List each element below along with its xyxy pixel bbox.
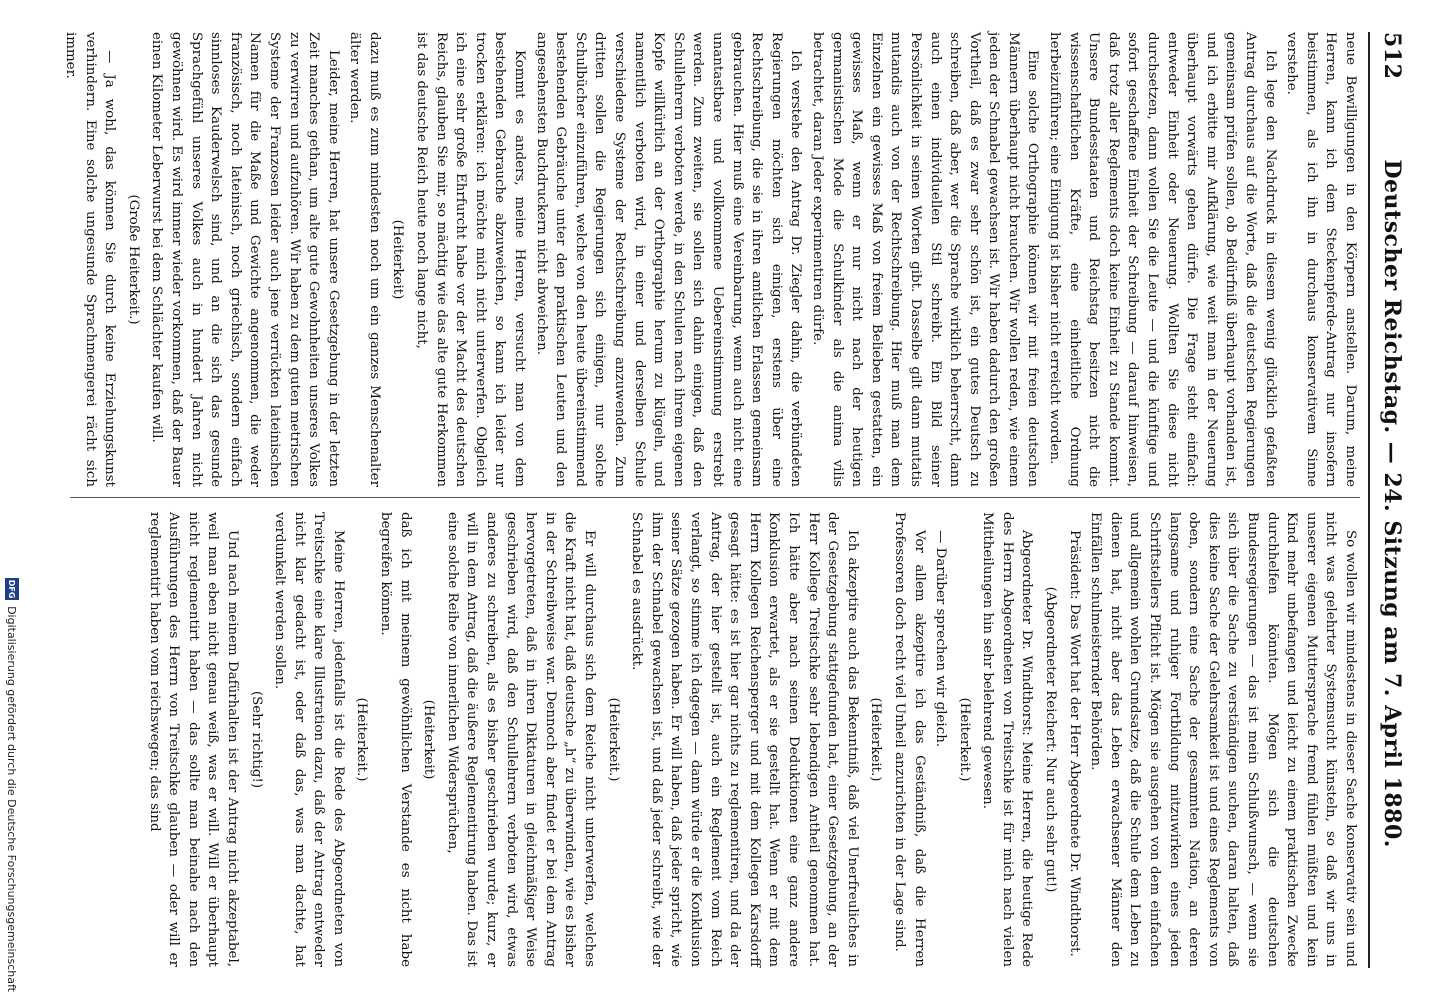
stage-direction: (Heiterkeit)	[390, 219, 406, 300]
stage-direction: (Heiterkeit.)	[354, 697, 370, 782]
stage-direction: (Heiterkeit.)	[605, 697, 621, 782]
footer	[0, 0, 24, 1000]
stage-direction: (Große Heiterkeit.)	[125, 194, 141, 325]
paragraph: So wollen wir mindestens in dieser Sache konservativ sein und nicht was gelehrter Systemsucht künsteln, so daß wir uns in unserer eigenen Muttersprache fremd fühlen müßten und kein Kind mehr unbefangen und leicht zu einem praktischen Zwecke durchhelfen könnten. Mögen sich die deutschen Bundesregierungen — das ist mein Schlußwunsch, — wenn sie sich über die Sache zu verständigen suchen, daran halten, daß dies keine Sache der Gelehrsamkeit ist und eines Reglements von oben, sondern eine Sache der gesammten Nation, an deren langsame und ruhiger Fortbildung mitzuwirken eines jeden Schriftstellers Pflicht ist. Mögen sie ausgehen von dem einfachen und allgemein wohlen Grundsatze, daß die Schule dem Leben zu dienen hat, nicht aber das Leben erwachsener Männer den Einfällen schulmeisternder Behörden.	[1088, 512, 1358, 967]
stage-direction: (Sehr richtig!)	[248, 690, 264, 789]
column-divider	[70, 497, 1360, 498]
stage-direction: (Heiterkeit)	[421, 699, 437, 780]
header-rule	[1368, 32, 1370, 968]
dfg-logo: DFG	[5, 578, 19, 600]
stage-direction: (Heiterkeit.)	[868, 697, 884, 782]
paragraph: Vor allem akzeptire ich das Geständniß, daß die Herren Professoren doch recht viel Unheil anzurichten in der Lage sind.	[891, 512, 927, 967]
paragraph: Präsident: Das Wort hat der Herr Abgeordnete Dr. Windthorst.	[1066, 530, 1082, 957]
paragraph: Kommt es anders, meine Herren, versucht man von dem bestehenden Gebrauche abzuweichen, so kann ich leider nur trocken erklären: ich möchte mich nicht unterwerfen. Obgleich ich eine sehr große Ehrfurcht habe vor der Macht des deutschen Reichs, glauben Sie mir, so mächtig wie das alte gute Herkommen ist das deutsche Reich heute noch lange nicht,	[414, 32, 528, 487]
stage-direction: (Abgeordneter Reichert: Nur auch sehr gut!)	[1043, 586, 1059, 893]
right-column	[70, 512, 1360, 967]
page-header	[1372, 32, 1412, 968]
paragraph: Abgeordneter Dr. Windthorst: Meine Herren, die heutige Rede des Herrn Abgeordneten von Treitschke ist für mich nach vielen Mittheilungen hin sehr belehrend gewesen.	[980, 512, 1035, 967]
page-number: 512	[1379, 32, 1405, 80]
left-column	[63, 32, 1360, 487]
paragraph: Meine Herren, jedenfalls ist die Rede des Abgeordneten von Treitschke eine klare Illustration dazu, daß der Antrag entweder nicht klar gedacht ist, oder daß das, was man dachte, hat verdunkelt werden sollen.	[272, 512, 346, 967]
paragraph: Eine solche Orthographie können wir mit freien deutschen Männern überhaupt nicht brauchen. Wir wollen reden, wie einem jeden der Schnabel gewachsen ist. Wir haben dadurch den großen Vortheil, daß es zwar sehr schön ist, ein gutes Deutsch zu schreiben, daß aber, wer die Sprache wirklich beherrscht, dann auch einen individuellen Stil schreibt. Ein Bild seiner Persönlichkeit in seinen Worten gibt. Dasselbe gilt dann mutatis mutandis auch von der Rechtschreibung. Hier muß man dem Einzelnen ein gewisses Maß von freiem Belieben gestatten, ein gewisses Maß, wenn er nur nicht nach der heutigen germanistischen Mode die Schulkinder als die anima vilis betrachtet, daran Jeder experimentiren dürfe.	[809, 32, 1041, 487]
page-title: Deutscher Reichstag. — 24. Sitzung am 7. April 1880.	[1379, 159, 1405, 848]
paragraph: Leider, meine Herren, hat unsere Gesetzgebung in der letzten Zeit manches gethan, um alte gute Gewohnheiten unseres Volkes zu verwirren und aufzuhören. Wir haben zu dem guten metrischen Systeme der Franzosen leider auch jene verrückten lateinischen Namen für die Maße und Gewichte angenommen, die weder französisch, noch lateinisch, noch griechisch, sondern einfach sinnloses Kauderwelsch sind, und an die sich das gesunde Sprachgefühl unseres Volkes auch in hundert Jahren nicht gewöhnen wird. Es wird immer wieder vorkommen, daß der Bauer einen Kilometer Leberwurst bei dem Schlächter kaufen will.	[149, 32, 341, 487]
paragraph: — Ja wohl, das können Sie durch keine Erziehungskunst verhindern. Eine solche ungesunde Sprachmengerei rächt sich immer.	[63, 32, 118, 487]
paragraph: — Darüber sprechen wir gleich.	[933, 530, 949, 748]
stage-direction: (Heiterkeit.)	[956, 697, 972, 782]
paragraph: dazu muß es zum mindesten noch um ein ganzes Menschenalter älter werden.	[347, 32, 382, 487]
paragraph: Und nach meinem Dafürhalten ist der Antrag nicht akzeptabel, weil man eben nicht genau weiß, was er will. Will er überhaupt nicht reglementirt haben — das sollte man beinahe nach den Ausführungen des Herrn von Treitschke glauben — oder will er reglementirt haben vom reichswegen; das sind	[146, 512, 240, 967]
paragraph: Ich verstehe den Antrag Dr. Ziegler dahin, die verbündeten Regierungen möchten sich einigen, erstens über eine Rechtschreibung, die sie in ihren amtlichen Erlassen gemeinsam gebrauchen. Hier muß eine Vereinbarung, wenn auch nicht eine unantastbare und vollkommene Uebereinstimmung erstrebt werden. Zum zweiten, sie sollen sich dahin einigen, daß den Schullehrern verboten werde, in den Schulen nach ihrem eigenen Kopfe willkürlich an der Orthographie herum zu klügeln, und namentlich verboten wird, in einer und derselben Schule verschiedene Systeme der Rechtschreibung anzuwenden. Zum dritten sollen die Regierungen sich einigen, nur solche Schulbücher einzuführen, welche von den heute übereinstimmend bestehenden Gebräuche unter den praktischen Leuten und den angesehensten Buchdruckern nicht abweichen.	[533, 32, 804, 487]
paragraph: neue Bewilligungen in den Körpern anstellen. Darum, meine Herren, kann ich dem Steckenpferde-Antrag nur insofern beistimmen, als ich ihn in durchaus konservativem Sinne verstehe.	[1284, 32, 1358, 487]
paragraph: daß ich mit meinem gewöhnlichen Verstande es nicht habe begreifen können.	[378, 512, 413, 967]
paragraph: Ich lege den Nachdruck in diesem wenig glücklich gefaßten Antrag durchaus auf die Worte, daß die deutschen Regierungen gemeinsam prüfen sollen, ob Bedürfniß überhaupt vorhanden ist, und ich erbitte mir Aufklärung, wie weit man in der Neuerung überhaupt vorwärts gehen dürfe. Die Frage steht einfach: entweder Einheit oder Neuerung. Wollten Sie diese nicht durchsetzen, dann wollen Sie die Leute — und die künftige und sofort geschaffene Einheit der Schreibung — darauf hinweisen, daß trotz aller Reglements doch keine Einheit zu Stande kommt. Unsere Bundesstaaten und Reichstag besitzen nicht die wissenschaftlichen Kräfte, eine einheitliche Ordnung herbeizuführen; eine Einigung ist bisher nicht erreicht worden.	[1047, 32, 1278, 487]
paragraph: Ich akzeptire auch das Bekenntniß, daß viel Unerfreuliches in der Gesetzgebung stattgefunden hat, einer Gesetzgebung, an der Herr Kollege Treitschke sehr lebendigen Antheil genommen hat. Ich hätte aber nach seinen Deduktionen eine ganz andere Konklusion erwartet, als er sie gestellt hat. Wenn er mit dem Herrn Kollegen Reichensperger und mit dem Kollegen Karsdorff gesagt hätte: es ist hier gar nichts zu reglementiren, und da der Antrag, der hier gestellt ist, auch ein Reglement vom Reich verlangt, so stimme ich dagegen — dann würde er die Konklusion seiner Sätze gezogen haben. Er will haben, daß jeder spricht, wie ihm der Schnabel gewachsen ist, und daß jeder schreibt, wie der Schnabel es ausdrückt.	[629, 512, 860, 967]
paragraph: Er will durchaus sich dem Reiche nicht unterwerfen, welches die Kraft nicht hat, daß deutsche „h“ zu überwinden, wie es bisher in der Schreibweise war. Dennoch aber findet er bei dem Antrag hervorgetreten, daß in ihren Diktaturen in gleichmäßiger Weise geschrieben wird, daß den Schullehrern verboten wird, etwas anderes zu schreiben, als es bisher geschrieben wurde; kurz, er will in dem Antrag, daß die äußere Reglementirung haben. Das ist eine solche Reihe von innerlichen Widersprüchen,	[444, 512, 598, 967]
digitization-note: Digitalisierung gefördert durch die Deutsche Forschungsgemeinschaft	[5, 606, 19, 992]
